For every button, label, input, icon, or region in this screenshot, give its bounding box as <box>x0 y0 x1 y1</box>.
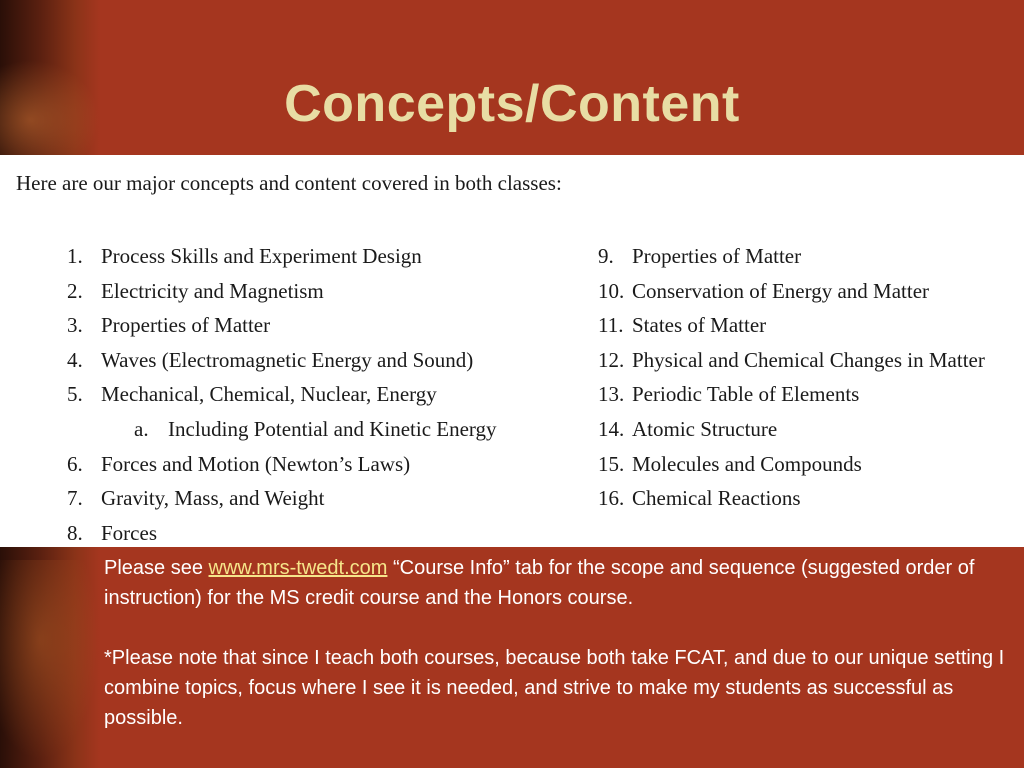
list-item: 4. Waves (Electromagnetic Energy and Sound) <box>67 347 474 372</box>
intro-text: Here are our major concepts and content covered in both classes: <box>16 171 562 195</box>
website-link[interactable]: www.mrs-twedt.com <box>208 557 388 579</box>
list-item: 10. Conservation of Energy and Matter <box>598 278 930 303</box>
list-item: 13. Periodic Table of Elements <box>598 382 860 407</box>
list-subitem: a. Including Potential and Kinetic Energy <box>134 416 497 441</box>
note-paragraph-1: Please see www.mrs-twedt.com “Course Info” tab for the scope and sequence (suggested order of instruction) for the MS credit course and the Honors course. <box>104 557 975 609</box>
list-item: 15. Molecules and Compounds <box>598 451 862 476</box>
list-item: 2. Electricity and Magnetism <box>67 278 324 303</box>
list-item: 16. Chemical Reactions <box>598 486 801 511</box>
concept-list-right <box>598 239 1018 516</box>
list-item: 14. Atomic Structure <box>598 416 778 441</box>
course-info-note <box>104 553 1019 733</box>
list-item: 5. Mechanical, Chemical, Nuclear, Energy <box>67 382 437 407</box>
list-item: 8. Forces <box>67 520 157 545</box>
concept-list-left <box>67 239 567 550</box>
note-paragraph-2: *Please note that since I teach both courses, because both take FCAT, and due to our unique setting I combine topics, focus where I see it is needed, and strive to make my students as successful as possible. <box>104 647 1005 729</box>
list-item: 6. Forces and Motion (Newton’s Laws) <box>67 451 411 476</box>
list-item: 7. Gravity, Mass, and Weight <box>67 486 325 511</box>
list-item: 3. Properties of Matter <box>67 313 271 338</box>
list-item: 9. Properties of Matter <box>598 244 802 268</box>
list-item: 11. States of Matter <box>598 313 767 338</box>
slide-title: Concepts/Content <box>284 75 740 133</box>
content-panel <box>0 155 1024 547</box>
list-item: 1. Process Skills and Experiment Design <box>67 244 422 268</box>
list-item: 12. Physical and Chemical Changes in Matter <box>598 347 985 372</box>
